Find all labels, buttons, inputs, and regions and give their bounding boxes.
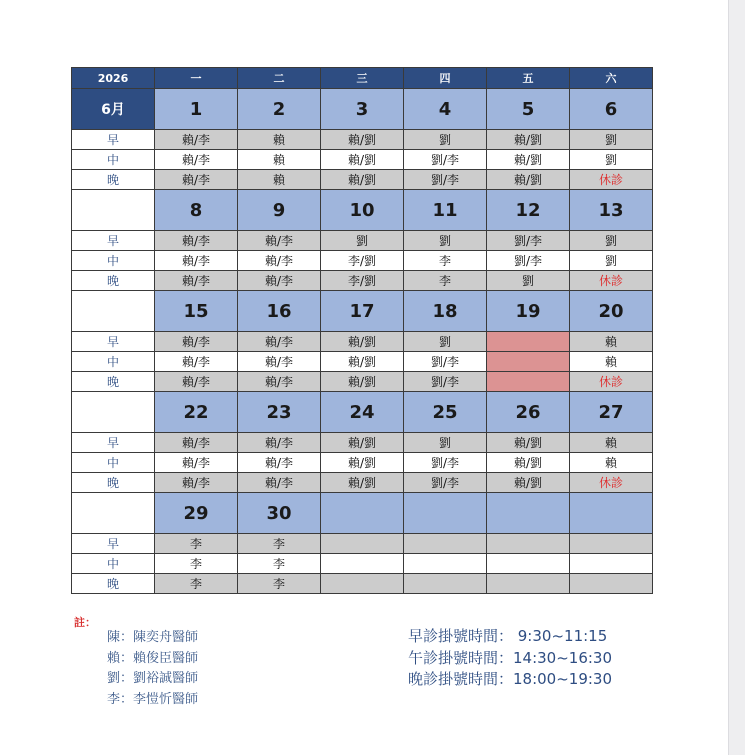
date-row — [72, 89, 653, 130]
weekday-header-cell: 二 — [238, 68, 321, 89]
date-cell: 12 — [487, 190, 570, 231]
schedule-cell: 賴/李 — [238, 332, 321, 352]
date-row — [72, 190, 653, 231]
date-cell: 9 — [238, 190, 321, 231]
schedule-cell: 賴/李 — [155, 231, 238, 251]
morning-row — [72, 433, 653, 453]
morning-row — [72, 332, 653, 352]
schedule-cell — [570, 534, 653, 554]
schedule-cell: 賴/劉 — [487, 130, 570, 150]
registration-hours — [408, 626, 612, 691]
date-cell: 16 — [238, 291, 321, 332]
schedule-cell — [570, 574, 653, 594]
midday-row — [72, 554, 653, 574]
schedule-cell: 賴/李 — [238, 433, 321, 453]
date-cell: 11 — [404, 190, 487, 231]
date-row-spacer — [72, 493, 155, 534]
date-cell: 18 — [404, 291, 487, 332]
date-cell: 2 — [238, 89, 321, 130]
midday-row — [72, 453, 653, 473]
date-cell: 8 — [155, 190, 238, 231]
slot-label: 晚 — [72, 372, 155, 392]
schedule-cell: 賴/李 — [238, 231, 321, 251]
schedule-cell: 李 — [155, 534, 238, 554]
schedule-cell: 賴 — [570, 433, 653, 453]
month-label: 6月 — [72, 89, 155, 130]
morning-row — [72, 534, 653, 554]
schedule-cell: 休診 — [570, 473, 653, 493]
schedule-cell: 劉/李 — [404, 372, 487, 392]
date-cell: 24 — [321, 392, 404, 433]
date-cell: 15 — [155, 291, 238, 332]
weekday-header-row — [72, 68, 653, 89]
schedule-cell: 劉/李 — [404, 453, 487, 473]
schedule-cell: 賴/劉 — [321, 352, 404, 372]
slot-label: 中 — [72, 150, 155, 170]
schedule-cell: 賴/李 — [155, 453, 238, 473]
slot-label: 早 — [72, 534, 155, 554]
morning-hours: 早診掛號時間： 9:30~11:15 — [408, 627, 608, 645]
schedule-cell: 賴/李 — [155, 271, 238, 291]
slot-label: 晚 — [72, 170, 155, 190]
schedule-cell — [404, 574, 487, 594]
schedule-cell: 賴/劉 — [321, 332, 404, 352]
date-row — [72, 392, 653, 433]
evening-row — [72, 372, 653, 392]
schedule-cell: 李/劉 — [321, 251, 404, 271]
morning-row — [72, 130, 653, 150]
schedule-cell — [404, 534, 487, 554]
schedule-cell: 劉 — [404, 231, 487, 251]
date-cell: 1 — [155, 89, 238, 130]
schedule-cell: 賴/劉 — [321, 170, 404, 190]
slot-label: 晚 — [72, 271, 155, 291]
weekday-header-cell: 三 — [321, 68, 404, 89]
schedule-cell — [487, 574, 570, 594]
schedule-cell: 賴/李 — [155, 473, 238, 493]
evening-hours: 晚診掛號時間：18:00~19:30 — [408, 670, 613, 688]
date-cell: 25 — [404, 392, 487, 433]
schedule-cell: 賴/劉 — [487, 473, 570, 493]
schedule-cell: 賴 — [238, 130, 321, 150]
schedule-cell — [487, 534, 570, 554]
schedule-cell: 李 — [238, 534, 321, 554]
schedule-cell — [487, 352, 570, 372]
date-row — [72, 291, 653, 332]
schedule-cell: 賴/李 — [238, 251, 321, 271]
slot-label: 早 — [72, 231, 155, 251]
schedule-cell: 賴/劉 — [321, 433, 404, 453]
date-cell: 6 — [570, 89, 653, 130]
date-cell — [321, 493, 404, 534]
schedule-cell: 賴/劉 — [487, 433, 570, 453]
slot-label: 早 — [72, 130, 155, 150]
schedule-cell: 李 — [404, 251, 487, 271]
schedule-cell: 李 — [238, 574, 321, 594]
midday-row — [72, 352, 653, 372]
schedule-cell: 劉 — [321, 231, 404, 251]
slot-label: 中 — [72, 352, 155, 372]
slot-label: 中 — [72, 453, 155, 473]
date-cell: 29 — [155, 493, 238, 534]
doctor-legend-item: 賴：賴俊臣醫師 — [107, 650, 199, 666]
doctor-legend-item: 劉：劉裕誠醫師 — [107, 671, 199, 686]
slot-label: 中 — [72, 554, 155, 574]
evening-row — [72, 473, 653, 493]
schedule-cell: 劉 — [487, 271, 570, 291]
schedule-cell: 賴/李 — [238, 271, 321, 291]
schedule-cell: 賴/李 — [155, 433, 238, 453]
schedule-cell: 賴/李 — [155, 170, 238, 190]
slot-label: 早 — [72, 332, 155, 352]
schedule-cell: 李 — [155, 554, 238, 574]
doctor-legend-item: 陳：陳奕舟醫師 — [107, 630, 199, 645]
slot-label: 晚 — [72, 574, 155, 594]
date-cell: 10 — [321, 190, 404, 231]
date-row-spacer — [72, 392, 155, 433]
schedule-cell: 劉/李 — [404, 473, 487, 493]
schedule-cell: 賴/劉 — [321, 150, 404, 170]
notes-section — [71, 612, 671, 722]
date-cell: 17 — [321, 291, 404, 332]
date-cell: 13 — [570, 190, 653, 231]
notes-label: 註： — [74, 616, 96, 629]
schedule-cell: 賴/李 — [155, 332, 238, 352]
date-cell — [570, 493, 653, 534]
schedule-cell — [321, 534, 404, 554]
schedule-cell: 劉 — [404, 130, 487, 150]
doctor-legend-item: 李：李愷忻醫師 — [107, 691, 199, 707]
schedule-cell: 賴/李 — [238, 473, 321, 493]
schedule-cell: 李 — [238, 554, 321, 574]
schedule-cell: 賴/劉 — [487, 150, 570, 170]
schedule-cell: 賴 — [238, 150, 321, 170]
date-cell — [404, 493, 487, 534]
evening-row — [72, 574, 653, 594]
schedule-cell — [487, 332, 570, 352]
evening-row — [72, 271, 653, 291]
schedule-cell — [321, 554, 404, 574]
schedule-cell: 賴/李 — [155, 150, 238, 170]
date-cell: 22 — [155, 392, 238, 433]
slot-label: 中 — [72, 251, 155, 271]
date-row — [72, 493, 653, 534]
year-cell: 2026 — [72, 68, 155, 89]
schedule-cell: 賴/劉 — [321, 372, 404, 392]
schedule-cell: 休診 — [570, 372, 653, 392]
date-cell — [487, 493, 570, 534]
date-cell: 4 — [404, 89, 487, 130]
schedule-cell: 劉/李 — [487, 231, 570, 251]
date-cell: 27 — [570, 392, 653, 433]
date-cell: 23 — [238, 392, 321, 433]
window-edge — [728, 0, 745, 755]
schedule-cell — [321, 574, 404, 594]
weekday-header-cell: 六 — [570, 68, 653, 89]
schedule-cell: 劉/李 — [487, 251, 570, 271]
schedule-cell: 賴 — [570, 332, 653, 352]
schedule-cell: 賴 — [238, 170, 321, 190]
schedule-cell: 賴/李 — [155, 251, 238, 271]
schedule-cell: 劉/李 — [404, 150, 487, 170]
date-row-spacer — [72, 190, 155, 231]
midday-row — [72, 150, 653, 170]
schedule-cell: 賴/李 — [238, 453, 321, 473]
schedule-cell: 劉 — [570, 231, 653, 251]
slot-label: 早 — [72, 433, 155, 453]
clinic-schedule-table — [71, 67, 653, 594]
schedule-cell: 賴/劉 — [321, 453, 404, 473]
schedule-cell — [404, 554, 487, 574]
schedule-cell: 休診 — [570, 170, 653, 190]
schedule-cell: 劉 — [404, 332, 487, 352]
doctor-legend — [107, 628, 198, 710]
schedule-cell: 賴/劉 — [321, 130, 404, 150]
schedule-cell: 劉 — [570, 130, 653, 150]
schedule-cell: 劉 — [404, 433, 487, 453]
schedule-cell: 賴/劉 — [487, 453, 570, 473]
schedule-cell — [487, 554, 570, 574]
schedule-cell: 劉 — [570, 150, 653, 170]
schedule-cell: 李 — [155, 574, 238, 594]
schedule-cell: 賴 — [570, 352, 653, 372]
date-row-spacer — [72, 291, 155, 332]
schedule-cell: 賴/劉 — [487, 170, 570, 190]
schedule-cell — [570, 554, 653, 574]
schedule-cell: 賴/李 — [238, 372, 321, 392]
weekday-header-cell: 一 — [155, 68, 238, 89]
midday-row — [72, 251, 653, 271]
date-cell: 3 — [321, 89, 404, 130]
schedule-cell: 劉 — [570, 251, 653, 271]
schedule-cell: 李/劉 — [321, 271, 404, 291]
schedule-cell: 賴/李 — [155, 130, 238, 150]
weekday-header-cell: 四 — [404, 68, 487, 89]
weekday-header-cell: 五 — [487, 68, 570, 89]
slot-label: 晚 — [72, 473, 155, 493]
morning-row — [72, 231, 653, 251]
schedule-cell — [487, 372, 570, 392]
date-cell: 26 — [487, 392, 570, 433]
schedule-cell: 賴/李 — [155, 352, 238, 372]
evening-row — [72, 170, 653, 190]
date-cell: 5 — [487, 89, 570, 130]
date-cell: 30 — [238, 493, 321, 534]
schedule-cell: 賴/李 — [155, 372, 238, 392]
schedule-cell: 李 — [404, 271, 487, 291]
schedule-cell: 休診 — [570, 271, 653, 291]
date-cell: 19 — [487, 291, 570, 332]
schedule-cell: 劉/李 — [404, 170, 487, 190]
schedule-cell: 劉/李 — [404, 352, 487, 372]
afternoon-hours: 午診掛號時間：14:30~16:30 — [408, 648, 613, 667]
schedule-cell: 賴 — [570, 453, 653, 473]
schedule-cell: 賴/李 — [238, 352, 321, 372]
date-cell: 20 — [570, 291, 653, 332]
schedule-cell: 賴/劉 — [321, 473, 404, 493]
